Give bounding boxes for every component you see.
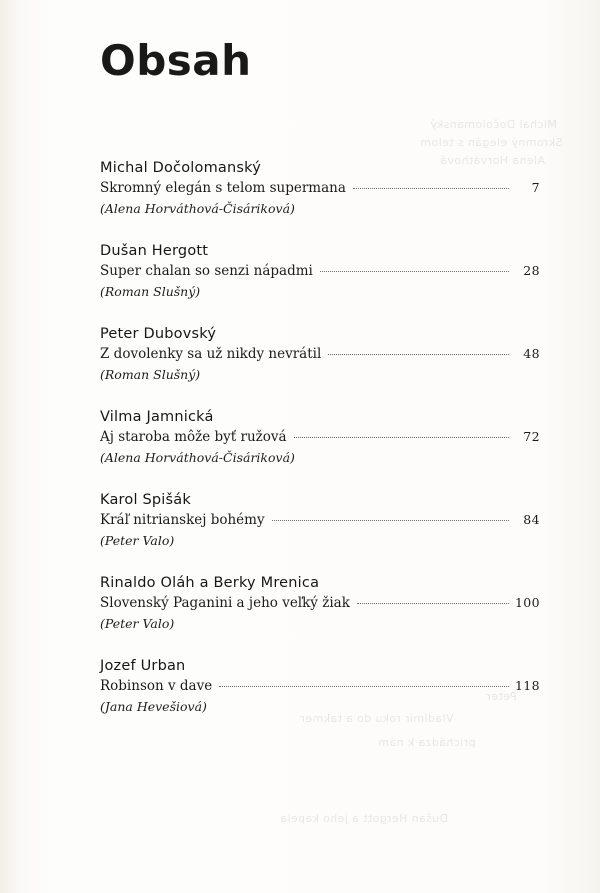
leader-dots <box>353 188 509 189</box>
showthrough-text: Skromný elegán s telom <box>420 136 563 149</box>
list-item[interactable] <box>100 658 540 714</box>
entry-page-number: 84 <box>523 512 540 527</box>
entry-subtitle: Robinson v dave <box>100 678 213 694</box>
entry-page-number: 118 <box>514 678 540 693</box>
showthrough-text: prichádza k nám <box>378 736 476 749</box>
showthrough-text: Peter <box>486 690 517 703</box>
list-item[interactable] <box>100 492 540 548</box>
showthrough-text: Alena Horváthová <box>440 154 545 167</box>
entry-subtitle: Z dovolenky sa už nikdy nevrátil <box>100 346 322 362</box>
entry-author: (Roman Slušný) <box>100 284 201 299</box>
list-item[interactable] <box>100 326 540 382</box>
leader-dots <box>320 271 509 272</box>
leader-dots <box>294 437 509 438</box>
page-title: Obsah <box>100 36 252 85</box>
entry-subtitle: Kráľ nitrianskej bohémy <box>100 512 265 528</box>
entry-subtitle: Slovenský Paganini a jeho veľký žiak <box>100 595 350 611</box>
entry-page-number: 7 <box>531 180 540 195</box>
entry-person: Dušan Hergott <box>100 243 209 259</box>
entry-person: Vilma Jamnická <box>100 409 214 425</box>
entry-author: (Alena Horváthová-Čisáriková) <box>100 201 295 216</box>
entry-page-number: 100 <box>514 595 540 610</box>
entry-row <box>100 180 540 196</box>
entry-author: (Peter Valo) <box>100 616 175 631</box>
leader-dots <box>272 520 509 521</box>
entry-person: Jozef Urban <box>100 658 186 674</box>
entry-page-number: 48 <box>523 346 540 361</box>
entry-row <box>100 595 540 611</box>
entry-row <box>100 346 540 362</box>
entry-subtitle: Skromný elegán s telom supermana <box>100 180 346 196</box>
list-item[interactable] <box>100 409 540 465</box>
entry-person: Michal Dočolomanský <box>100 160 262 176</box>
entry-person: Rinaldo Oláh a Berky Mrenica <box>100 575 320 591</box>
entry-row <box>100 429 540 445</box>
entry-page-number: 28 <box>523 263 540 278</box>
entry-person: Karol Spišák <box>100 492 191 508</box>
entry-author: (Roman Slušný) <box>100 367 201 382</box>
showthrough-text: Vladimír roku do a takmer <box>300 712 454 725</box>
entry-author: (Peter Valo) <box>100 533 175 548</box>
list-item[interactable] <box>100 160 540 216</box>
entry-author: (Jana Hevešiová) <box>100 699 207 714</box>
table-of-contents <box>100 160 540 741</box>
leader-dots <box>357 603 509 604</box>
entry-author: (Alena Horváthová-Čisáriková) <box>100 450 295 465</box>
leader-dots <box>328 354 509 355</box>
entry-person: Peter Dubovský <box>100 326 217 342</box>
entry-row <box>100 678 540 694</box>
showthrough-text: Dušan Hergott a jeho kapela <box>280 812 449 825</box>
list-item[interactable] <box>100 575 540 631</box>
entry-subtitle: Aj staroba môže byť ružová <box>100 429 287 445</box>
entry-row <box>100 263 540 279</box>
showthrough-text: Michal Dočolomanský <box>430 118 557 131</box>
entry-subtitle: Super chalan so senzi nápadmi <box>100 263 313 279</box>
entry-row <box>100 512 540 528</box>
list-item[interactable] <box>100 243 540 299</box>
leader-dots <box>219 686 509 687</box>
entry-page-number: 72 <box>523 429 540 444</box>
